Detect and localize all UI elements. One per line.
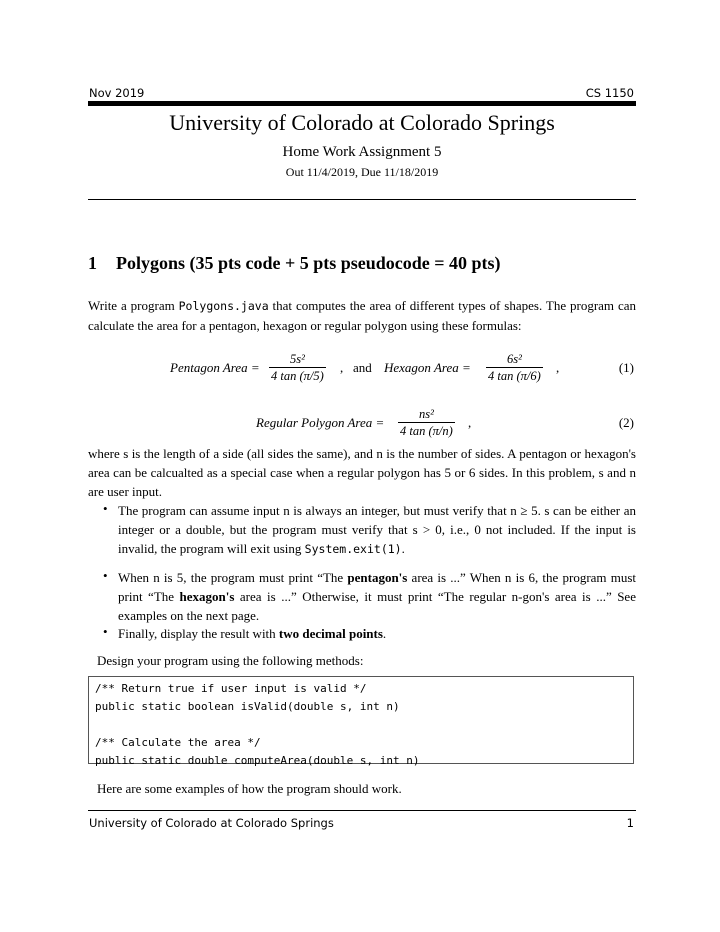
bullet-decimal-points	[118, 624, 636, 643]
intro-text-b: that computes the area of different types of shapes. The program can calculate the area for a pentagon, hexagon or regular polygon using these formulas:	[88, 298, 636, 333]
bullet-1-code: System.exit(1)	[304, 542, 402, 556]
equation-1	[88, 350, 636, 390]
code-line: /** Return true if user input is valid */	[95, 682, 367, 695]
hexagon-fraction	[486, 351, 543, 384]
intro-text-a: Write a program	[88, 298, 179, 313]
intro-paragraph	[88, 296, 636, 335]
bullet-2-text-c: area is ...” Otherwise, it must print “The regular n-gon's area is ...” See examples on the next page.	[118, 589, 636, 623]
pentagon-denominator: 4 tan (π/5)	[271, 369, 324, 383]
hexagon-denominator: 4 tan (π/6)	[488, 369, 541, 383]
regular-polygon-numerator: ns²	[398, 406, 455, 423]
bullet-output-messages	[118, 568, 636, 625]
header-date: Nov 2019	[89, 86, 145, 100]
section-number: 1	[88, 253, 97, 273]
regular-polygon-area-label: Regular Polygon Area =	[256, 415, 385, 430]
equation-2-number: (2)	[618, 415, 634, 430]
code-line: public static double computeArea(double s, int n)	[95, 754, 420, 767]
footer-rule	[88, 810, 636, 811]
document-title: University of Colorado at Colorado Springs	[169, 110, 555, 135]
bullet-1-text-a: The program can assume input n is always an integer, but must verify that n ≥ 5. s can be either an integer or a double, but the program must verify that s > 0, i.e., 0 not included. If the input is invalid, the program will exit using	[118, 503, 636, 556]
footer-page-number: 1	[626, 816, 634, 830]
examples-paragraph: Here are some examples of how the program should work.	[97, 781, 402, 796]
equation-2	[88, 405, 636, 445]
regular-polygon-fraction	[398, 406, 455, 439]
bullet-input-validation	[118, 501, 636, 559]
bullet-3-text-b: .	[382, 626, 387, 641]
bullet-2-bold-hexagon: hexagon's	[179, 589, 235, 604]
section-title: Polygons (35 pts code + 5 pts pseudocode = 40 pts)	[116, 253, 501, 273]
equation-1-number: (1)	[618, 360, 634, 375]
regular-polygon-denominator: 4 tan (π/n)	[400, 424, 453, 438]
bullet-2-text-b: area is ...” When n is 6, the program must print “The	[118, 570, 636, 604]
bullet-marker: •	[103, 624, 108, 639]
equation-1-comma: ,	[556, 360, 560, 375]
header-course: CS 1150	[585, 86, 634, 100]
pentagon-fraction	[269, 351, 326, 384]
footer-institution: University of Colorado at Colorado Springs	[89, 816, 334, 830]
header-rule	[88, 101, 636, 106]
pentagon-area-label: Pentagon Area =	[170, 360, 260, 375]
design-paragraph: Design your program using the following methods:	[97, 653, 364, 668]
equation-and: , and	[340, 360, 372, 375]
hexagon-numerator: 6s²	[486, 351, 543, 368]
bullet-3-text-a: Finally, display the result with	[118, 626, 279, 641]
variables-paragraph: where s is the length of a side (all sides the same), and n is the number of sides. A pentagon or hexagon's area can be calcualted as a special case when a regular polygon has 5 or 6 sides. In this problem, s and n are user input.	[88, 446, 636, 499]
document-subtitle: Home Work Assignment 5	[282, 144, 442, 160]
code-line: public static boolean isValid(double s, int n)	[95, 700, 400, 713]
bullet-2-bold-pentagon: pentagon's	[347, 570, 408, 585]
intro-code: Polygons.java	[178, 299, 269, 313]
bullet-marker: •	[103, 501, 108, 516]
bullet-3-bold: two decimal points	[278, 626, 383, 641]
bullet-1-text-b: .	[401, 541, 405, 556]
code-listing	[88, 676, 634, 767]
equation-2-comma: ,	[468, 415, 472, 430]
pentagon-numerator: 5s²	[269, 351, 326, 368]
code-line: /** Calculate the area */	[95, 736, 261, 749]
bullet-marker: •	[103, 568, 108, 583]
bullet-2-text-a: When n is 5, the program must print “The	[118, 570, 348, 585]
title-rule	[88, 199, 636, 200]
hexagon-area-label: Hexagon Area =	[384, 360, 471, 375]
section-heading	[88, 253, 501, 274]
document-dates: Out 11/4/2019, Due 11/18/2019	[285, 165, 439, 179]
code-line	[95, 716, 633, 734]
